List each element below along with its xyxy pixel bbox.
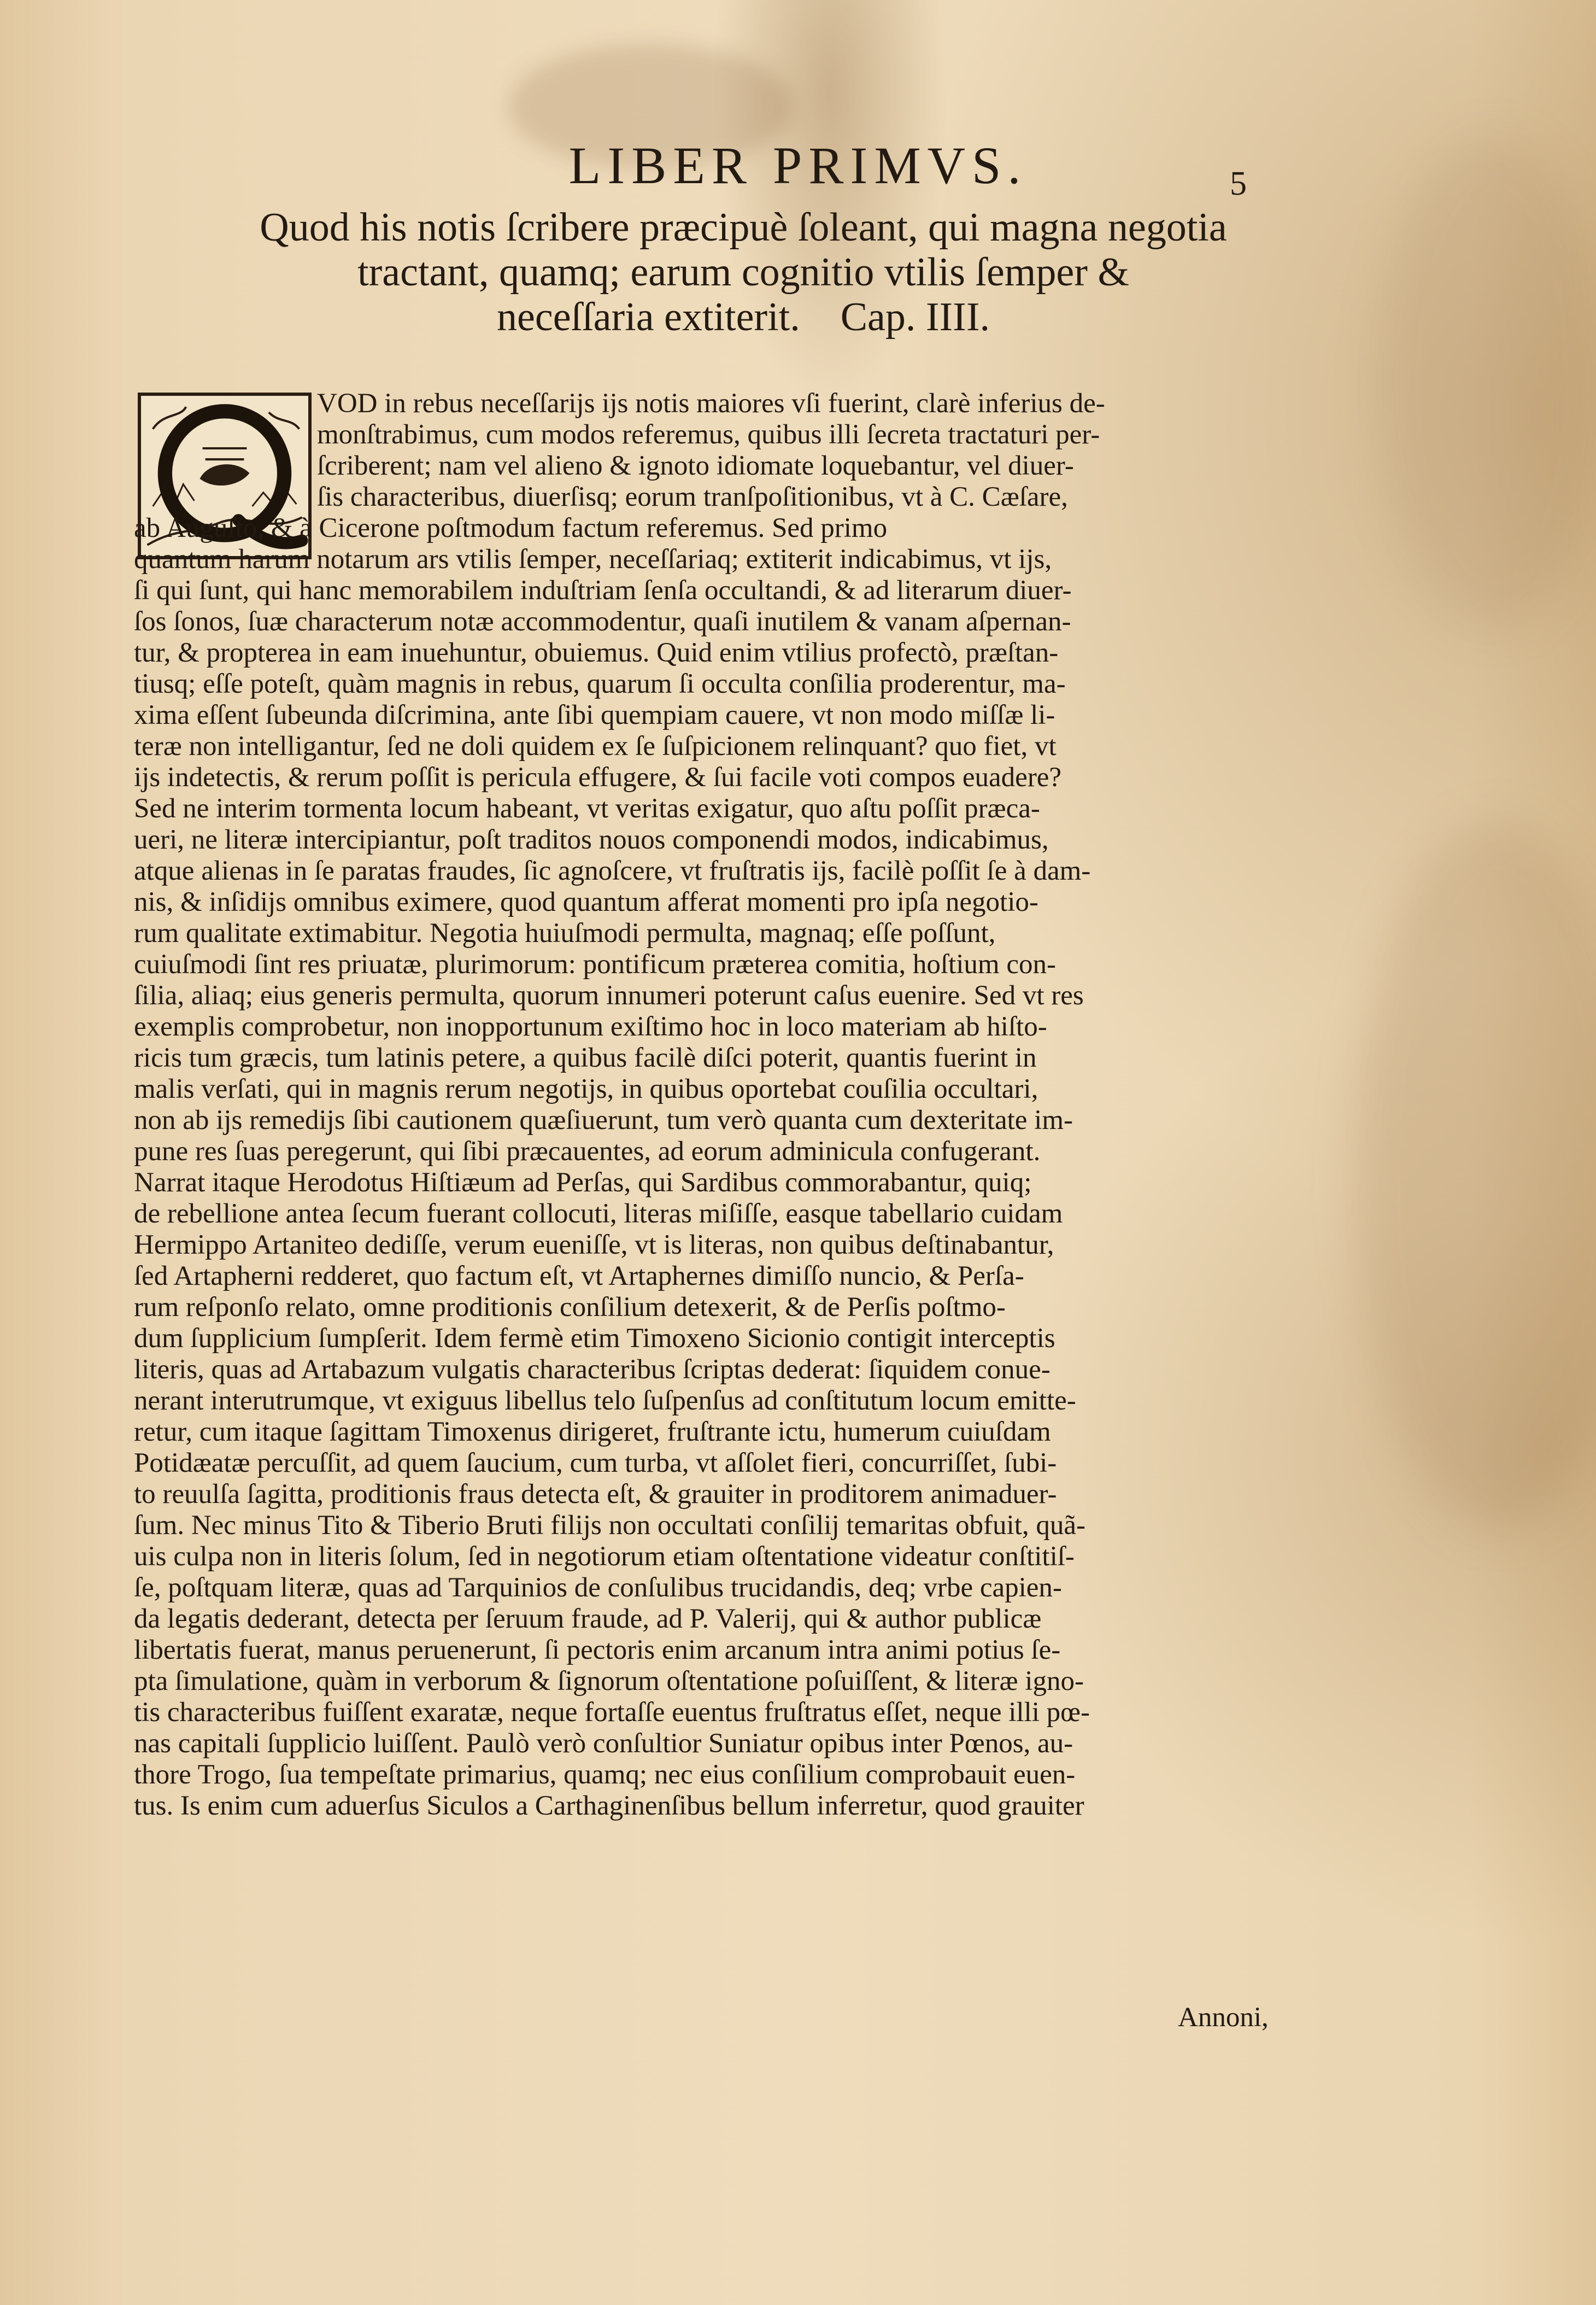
text-line: dum ſupplicium ſumpſerit. Idem fermè etim Timoxeno Sicionio contigit interceptis xyxy=(134,1323,1055,1354)
water-stain xyxy=(1377,137,1596,629)
text-line: tus. Is enim cum aduerſus Siculos a Carthaginenſibus bellum inferretur, quod grauiter xyxy=(134,1791,1084,1821)
chapter-title-line: tractant, quamq; earum cognitio vtilis ſemper & xyxy=(357,250,1129,295)
chapter-title xyxy=(180,205,1306,340)
text-line: tiusq; eſſe poteſt, quàm magnis in rebus, quarum ſi occulta conſilia proderentur, ma- xyxy=(134,669,1066,699)
text-line: pune res ſuas peregerunt, qui ſibi præcauentes, ad eorum adminicula confugerant. xyxy=(134,1136,1041,1167)
text-line: thore Trogo, ſua tempeſtate primarius, quamq; nec eius conſilium comprobauit euen- xyxy=(134,1759,1076,1790)
text-line: ueri, ne literæ intercipiantur, poſt traditos nouos componendi modos, indicabimus, xyxy=(134,824,1049,855)
text-line: ſilia, aliaq; eius generis permulta, quorum innumeri poterunt caſus euenire. Sed vt res xyxy=(134,980,1084,1011)
text-line: ſum. Nec minus Tito & Tiberio Bruti filijs non occultati conſilij temaritas obfuit, quã- xyxy=(134,1510,1085,1541)
text-line: ab Auguſto, & à Cicerone poſtmodum factum referemus. Sed primo xyxy=(134,513,888,543)
text-line: non ab ijs remedijs ſibi cautionem quæſiuerunt, tum verò quanta cum dexteritate im- xyxy=(134,1105,1073,1136)
text-line: ſi qui ſunt, qui hanc memorabilem induſtriam ſenſa occultandi, & ad literarum diuer- xyxy=(134,575,1072,606)
text-line: Hermippo Artaniteo dediſſe, verum eueniſſe, vt is literas, non quibus deſtinabantur, xyxy=(134,1230,1054,1260)
catchword: Annoni, xyxy=(1178,2002,1269,2033)
text-line: ſis characteribus, diuerſisq; eorum tranſpoſitionibus, vt à C. Cæſare, xyxy=(317,482,1068,512)
text-line: nerant interutrumque, vt exiguus libellus telo ſuſpenſus ad conſtitutum locum emitte- xyxy=(134,1385,1076,1416)
text-line: malis verſati, qui in magnis rerum negotijs, in quibus oportebat couſilia occultari, xyxy=(134,1074,1038,1104)
text-line: ijs indetectis, & rerum poſſit is pericula effugere, & ſui facile voti compos euadere? xyxy=(134,762,1062,793)
text-line: ſcriberent; nam vel alieno & ignoto idiomate loquebantur, vel diuer- xyxy=(317,451,1074,481)
body-text xyxy=(134,388,1345,1853)
text-line: teræ non intelligantur, ſed ne doli quidem ex ſe ſuſpicionem relinquant? quo fiet, vt xyxy=(134,731,1057,762)
text-line: to reuulſa ſagitta, proditionis fraus detecta eſt, & grauiter in proditorem animaduer- xyxy=(134,1479,1057,1510)
page-number: 5 xyxy=(1230,165,1247,202)
text-line: cuiuſmodi ſint res priuatæ, plurimorum: pontificum præterea comitia, hoſtium con- xyxy=(134,949,1056,980)
text-line: Narrat itaque Herodotus Hiſtiæum ad Perſas, qui Sardibus commorabantur, quiq; xyxy=(134,1167,1032,1198)
text-line: nis, & inſidijs omnibus eximere, quod quantum afferat momenti pro ipſa negotio- xyxy=(134,887,1038,917)
text-line: ſed Artapherni redderet, quo factum eſt, vt Artaphernes dimiſſo nuncio, & Perſa- xyxy=(134,1261,1024,1291)
text-line: rum qualitate extimabitur. Negotia huiuſmodi permulta, magnaq; eſſe poſſunt, xyxy=(134,918,996,949)
water-stain xyxy=(1356,820,1596,1531)
text-line: exemplis comprobetur, non inopportunum exiſtimo hoc in loco materiam ab hiſto- xyxy=(134,1011,1047,1042)
chapter-title-line: Quod his notis ſcribere præcipuè ſoleant, qui magna negotia xyxy=(260,205,1227,250)
text-line: pta ſimulatione, quàm in verborum & ſignorum oſtentatione poſuiſſent, & literæ igno- xyxy=(134,1666,1084,1696)
text-line: Potidæatæ percuſſit, ad quem ſaucium, cum turba, vt aſſolet fieri, concurriſſet, ſubi- xyxy=(134,1448,1057,1478)
text-line: xima eſſent ſubeunda diſcrimina, ante ſibi quempiam cauere, vt non modo miſſæ li- xyxy=(134,700,1055,730)
running-head: LIBER PRIMVS. xyxy=(568,136,1028,195)
text-line xyxy=(134,1822,1345,1853)
text-line: da legatis dederant, detecta per ſeruum fraude, ad P. Valerij, qui & author publicæ xyxy=(134,1604,1042,1634)
text-line: libertatis fuerat, manus peruenerunt, ſi pectoris enim arcanum intra animi potius ſe- xyxy=(134,1635,1061,1665)
text-line: VOD in rebus neceſſarijs ijs notis maiores vſi fuerint, clarè inferius de- xyxy=(317,388,1105,419)
text-line: atque alienas in ſe paratas fraudes, ſic agnoſcere, vt fruſtratis ijs, facilè poſſit ſe à dam- xyxy=(134,856,1091,886)
text-line: ſos ſonos, ſuæ characterum notæ accommodentur, quaſi inutilem & vanam aſpernan- xyxy=(134,606,1071,637)
text-line: uis culpa non in literis ſolum, ſed in negotiorum etiam oſtentatione videatur conſtitiſ- xyxy=(134,1541,1075,1572)
text-line: quantum harum notarum ars vtilis ſemper, neceſſariaq; extiterit indicabimus, vt ijs, xyxy=(134,544,1052,575)
text-line: literis, quas ad Artabazum vulgatis characteribus ſcriptas dederat: ſiquidem conue- xyxy=(134,1354,1051,1385)
text-line: nas capitali ſupplicio luiſſent. Paulò verò conſultior Suniatur opibus inter Pœnos, au- xyxy=(134,1728,1073,1759)
text-line: tis characteribus fuiſſent exaratæ, neque fortaſſe euentus fruſtratus eſſet, neque illi pœ- xyxy=(134,1697,1090,1728)
text-line: monſtrabimus, cum modos referemus, quibus illi ſecreta tractaturi per- xyxy=(317,419,1100,450)
chapter-title-line: neceſſaria extiterit. Cap. IIII. xyxy=(497,295,990,340)
text-line: retur, cum itaque ſagittam Timoxenus dirigeret, fruſtrante ictu, humerum cuiuſdam xyxy=(134,1417,1051,1447)
text-line: tur, & propterea in eam inuehuntur, obuiemus. Quid enim vtilius profectò, præſtan- xyxy=(134,637,1059,668)
text-line: de rebellione antea ſecum fuerant collocuti, literas miſiſſe, easque tabellario cuidam xyxy=(134,1198,1063,1229)
text-line: ſe, poſtquam literæ, quas ad Tarquinios de conſulibus trucidandis, deq; vrbe capien- xyxy=(134,1572,1062,1603)
text-line: Sed ne interim tormenta locum habeant, vt veritas exigatur, quo aſtu poſſit præca- xyxy=(134,793,1040,824)
text-line: ricis tum græcis, tum latinis petere, a quibus facilè diſci poterit, quantis fuerint in xyxy=(134,1043,1037,1073)
text-line: rum reſponſo relato, omne proditionis conſilium detexerit, & de Perſis poſtmo- xyxy=(134,1292,1006,1323)
